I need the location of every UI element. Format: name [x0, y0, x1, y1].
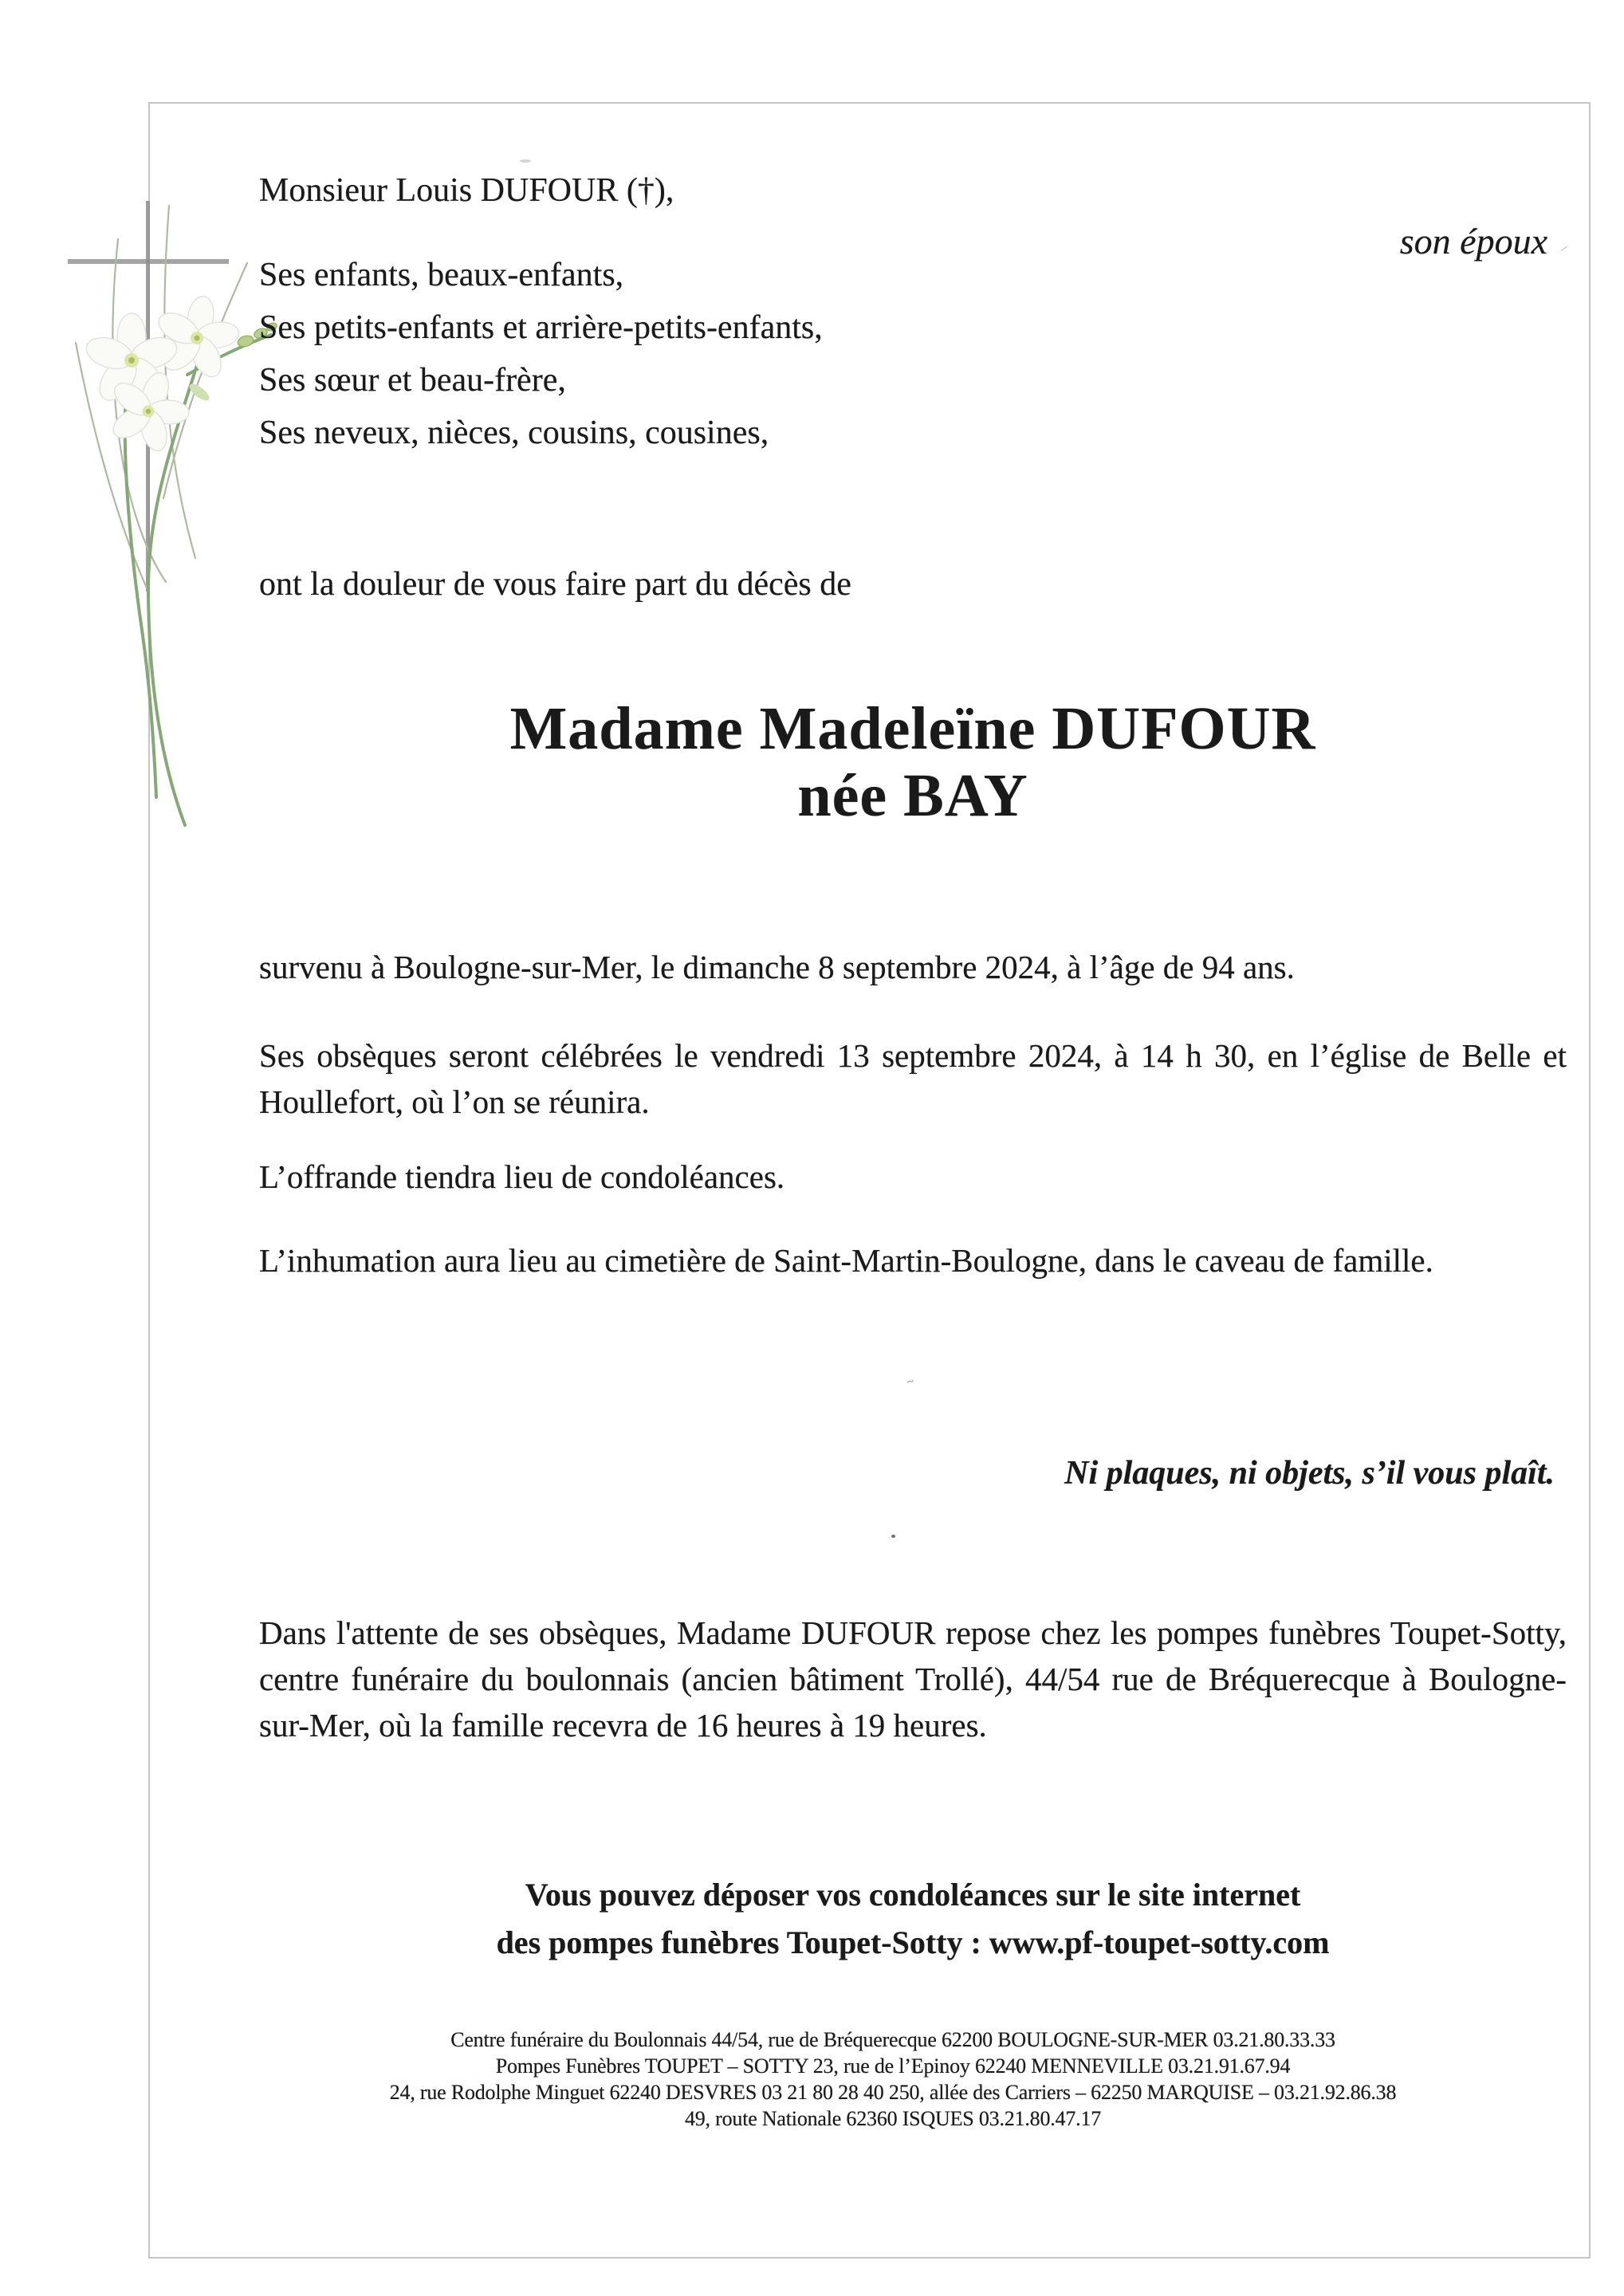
deceased-name-block [259, 695, 1567, 829]
deceased-name: Madame Madeleïne DUFOUR [509, 695, 1316, 762]
relation-note: son époux [1399, 221, 1547, 261]
scan-speck [520, 159, 531, 163]
family-line: Ses sœur et beau-frère, [259, 362, 566, 399]
burial-paragraph: L’inhumation aura lieu au cimetière de Saint-Martin-Boulogne, dans le caveau de famille. [259, 1242, 1433, 1279]
condolences-line: Vous pouvez déposer vos condoléances sur le site internet [525, 1877, 1301, 1913]
footer-address-line: 24, rue Rodolphe Minguet 62240 DESVRES 03 21 80 28 40 250, allée des Carriers – 62250 MARQUISE – 03.21.92.86.38 [389, 2081, 1397, 2104]
funeral-details-paragraph: Ses obsèques seront célébrées le vendredi 13 septembre 2024, à 14 h 30, en l’église de Belle et Houllefort, où l’on se réunira. [259, 1037, 1567, 1120]
death-details-paragraph: survenu à Boulogne-sur-Mer, le dimanche 8 septembre 2024, à l’âge de 94 ans. [259, 949, 1295, 985]
offering-paragraph: L’offrande tiendra lieu de condoléances. [259, 1158, 785, 1195]
funeral-home-footer [191, 2027, 1595, 2132]
deceased-maiden-name: née BAY [797, 762, 1028, 829]
cross-and-orchids-icon [32, 183, 279, 845]
scan-speck: / [1559, 242, 1569, 254]
footer-address-line: Centre funéraire du Boulonnais 44/54, rue de Bréquerecque 62200 BOULOGNE-SUR-MER 03.21.80.33.33 [450, 2028, 1335, 2051]
announcer-line: Monsieur Louis DUFOUR (†), [259, 172, 674, 209]
footer-address-line: 49, route Nationale 62360 ISQUES 03.21.80.47.17 [684, 2107, 1102, 2130]
condolences-line: des pompes funèbres Toupet-Sotty : www.pf-toupet-sotty.com [496, 1924, 1330, 1960]
no-plaques-request: Ni plaques, ni objets, s’il vous plaît. [1064, 1455, 1555, 1492]
repose-paragraph: Dans l'attente de ses obsèques, Madame DUFOUR repose chez les pompes funèbres Toupet-Sotty, centre funéraire du boulonnais (ancien bâtiment Trollé), 44/54 rue de Bréquerecque à Boulogne-sur-Mer, où la famille recevra de 16 heures à 19 heures. [259, 1614, 1567, 1744]
intro-line: ont la douleur de vous faire part du décès de [259, 566, 851, 603]
family-list [259, 249, 823, 459]
family-line: Ses enfants, beaux-enfants, [259, 257, 624, 293]
footer-address-line: Pompes Funèbres TOUPET – SOTTY 23, rue de l’Epinoy 62240 MENNEVILLE 03.21.91.67.94 [495, 2054, 1291, 2078]
scan-speck [891, 1535, 895, 1538]
scan-speck: ~ [905, 1374, 916, 1390]
condolences-website-block [259, 1871, 1567, 1967]
family-line: Ses petits-enfants et arrière-petits-enfants, [259, 309, 823, 346]
family-line: Ses neveux, nièces, cousins, cousines, [259, 415, 769, 451]
